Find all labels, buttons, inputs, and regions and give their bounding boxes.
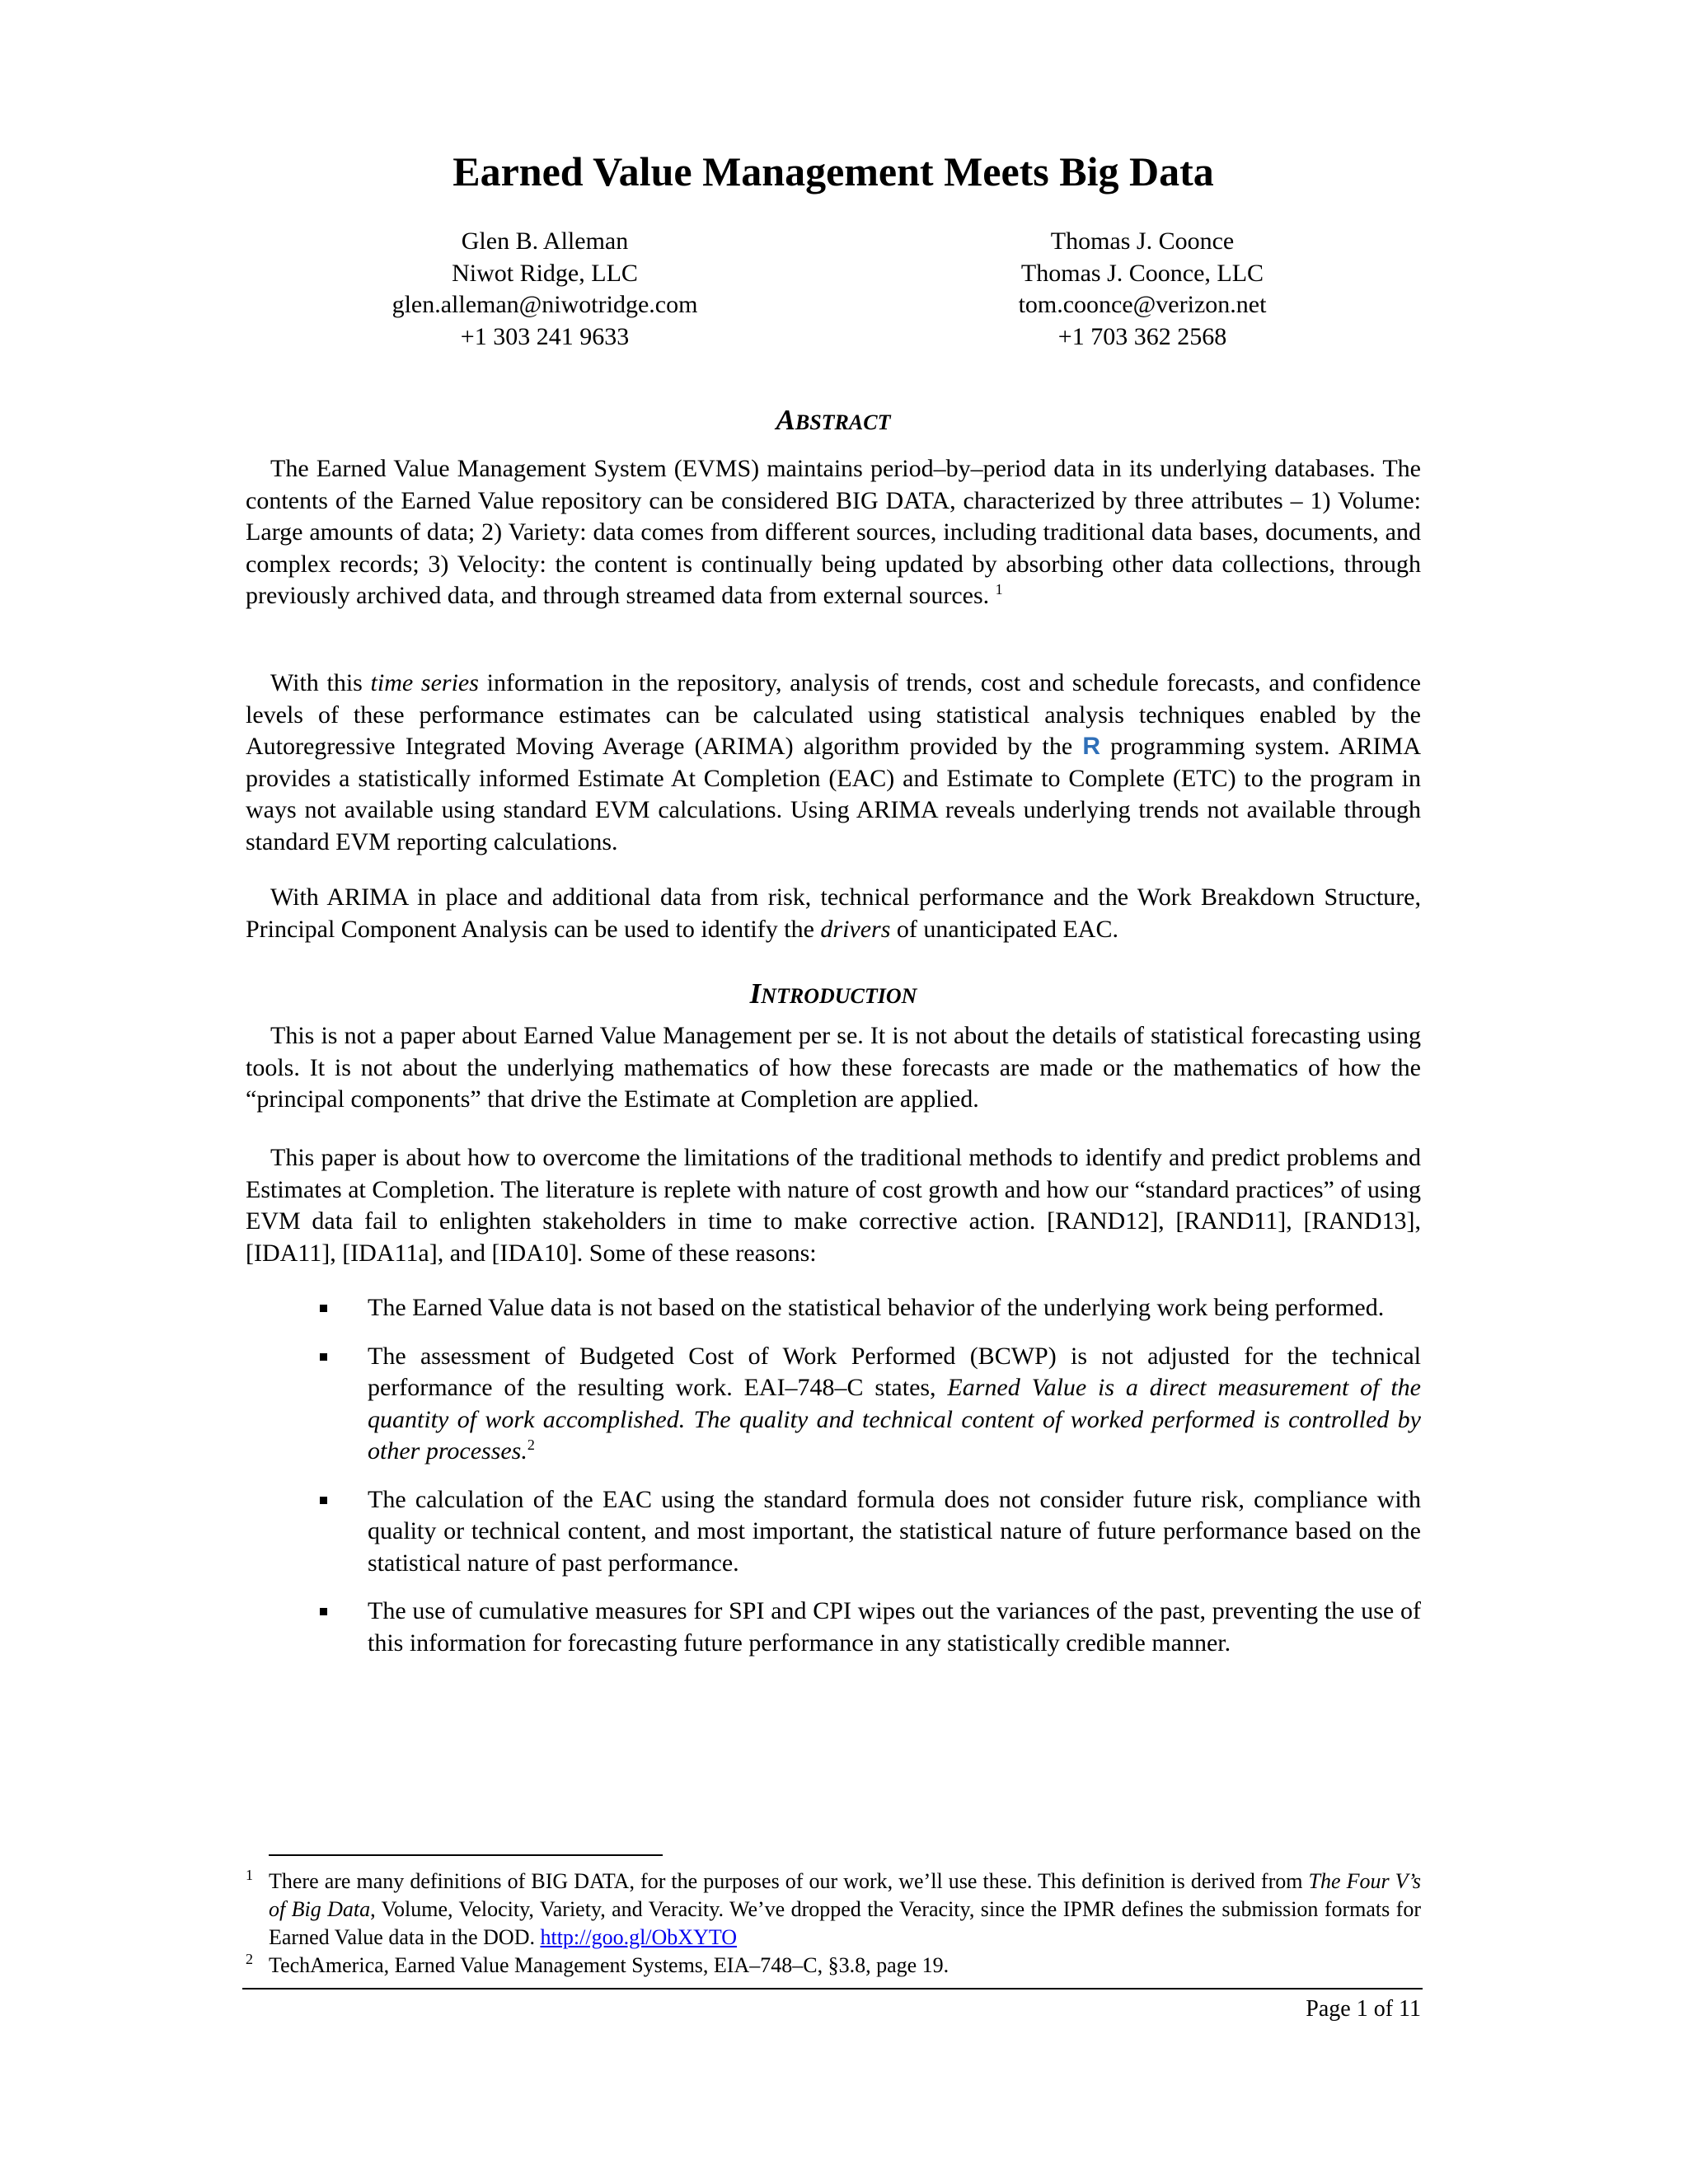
paragraph-text: With this (270, 669, 371, 696)
paragraph-text: The Earned Value Management System (EVMS) maintains period–by–period data in its underlying databases. The contents of the Earned Value repository can be considered BIG DATA, characterized by three attributes – 1) Volume: Large amounts of data; 2) Variety: data comes from different sources, including traditional data bases, documents, and complex records; 3) Velocity: the content is continually being updated by absorbing other data collections, through previously archived data, and through streamed data from external sources. (246, 455, 1421, 609)
square-bullet-icon (320, 1608, 327, 1615)
introduction-paragraph-1: This is not a paper about Earned Value Management per se. It is not about the details of statistical forecasting using tools. It is not about the underlying mathematics of how these forecasts are made or the mathematics of how the “principal components” that drive the Estimate at Completion are applied. (246, 1022, 1421, 1113)
footnote-2 (246, 1952, 1421, 1980)
square-bullet-icon (320, 1353, 327, 1361)
list-item-text: The calculation of the EAC using the standard formula does not consider future risk, compliance with quality or technical content, and most important, the statistical nature of future performance based on the statistical nature of past performance. (368, 1485, 1421, 1577)
abstract-heading (246, 404, 1421, 439)
abstract-paragraph-2 (246, 668, 1421, 858)
list-item (320, 1341, 1421, 1468)
paper-title: Earned Value Management Meets Big Data (452, 148, 1214, 194)
list-item (320, 1292, 1421, 1324)
emphasis-text: Earned Value is a direct measurement of the quantity of work accomplished. The quality and technical content of worked performed is controlled by other processes. (368, 1374, 1421, 1465)
footnote-text: There are many definitions of BIG DATA, for the purposes of our work, we’ll use these. This definition is derived from (269, 1869, 1309, 1893)
paragraph-text: With ARIMA in place and additional data from risk, technical performance and the Work Breakdown Structure, Principal Component Analysis can be used to identify the (246, 883, 1421, 943)
author-affiliation: Niwot Ridge, LLC (452, 259, 638, 287)
footnote-ref: 2 (527, 1436, 535, 1453)
abstract-paragraph-1 (246, 453, 1421, 612)
list-item (320, 1484, 1421, 1580)
list-item-text: The Earned Value data is not based on the statistical behavior of the underlying work being performed. (368, 1294, 1385, 1321)
square-bullet-icon (320, 1305, 327, 1312)
author-email: glen.alleman@niwotridge.com (392, 291, 698, 318)
introduction-heading (246, 977, 1421, 1013)
heading-initial: A (776, 404, 795, 436)
list-item-text: The use of cumulative measures for SPI and CPI wipes out the variances of the past, preventing the use of this information for forecasting future performance in any statistically credible manner. (368, 1597, 1421, 1657)
emphasis-text: drivers (820, 915, 891, 943)
footnote-ref: 1 (995, 581, 1003, 598)
list-item-text: The assessment of Budgeted Cost of Work Performed (BCWP) is not adjusted for the technical performance of the resulting work. EAI–748–C states, (368, 1342, 1421, 1401)
author-phone: +1 703 362 2568 (1057, 322, 1227, 350)
heading-initial: I (749, 977, 762, 1010)
author-block-2 (895, 226, 1390, 353)
footnotes (246, 1868, 1421, 1980)
introduction-paragraph-2: This paper is about how to overcome the limitations of the traditional methods to identify and predict problems and Estimates at Completion. The literature is replete with nature of cost growth and how our “standard practices” of using EVM data fail to enlighten stakeholders in time to make corrective action. [RAND12], [RAND11], [RAND13], [IDA11], [IDA11a], and [IDA10]. Some of these reasons: (246, 1144, 1421, 1267)
author-phone: +1 303 241 9633 (460, 322, 630, 350)
author-affiliation: Thomas J. Coonce, LLC (1020, 259, 1264, 287)
document-page (246, 0, 1421, 2184)
r-logo-icon: R (1082, 733, 1101, 760)
footnote-divider (269, 1854, 663, 1856)
emphasis-text: The Four V’s of Big Data (269, 1869, 1421, 1921)
heading-rest: BSTRACT (795, 410, 891, 434)
paragraph-text: information in the repository, analysis of trends, cost and schedule forecasts, and confidence levels of these performance estimates can be calculated using statistical analysis techniques enabled by the Autoregressive Integrated Moving Average (ARIMA) algorithm provided by the (246, 669, 1421, 760)
footnote-link[interactable]: http://goo.gl/ObXYTO (540, 1925, 738, 1949)
abstract-paragraph-3 (246, 882, 1421, 945)
footer-divider (242, 1988, 1423, 1990)
footnote-text: TechAmerica, Earned Value Management Systems, EIA–748–C, §3.8, page 19. (269, 1953, 950, 1977)
paragraph-text: of unanticipated EAC. (890, 915, 1118, 943)
list-item (320, 1596, 1421, 1659)
emphasis-text: time series (370, 669, 479, 696)
paragraph-text: programming system. ARIMA provides a statistically informed Estimate At Completion (EAC) and Estimate to Complete (ETC) to the program in ways not available using standard EVM calculations. Using ARIMA reveals underlying trends not available through standard EVM reporting calculations. (246, 733, 1421, 855)
square-bullet-icon (320, 1497, 327, 1504)
author-name: Glen B. Alleman (461, 227, 629, 255)
footnote-1 (246, 1868, 1421, 1952)
heading-rest: NTRODUCTION (761, 984, 917, 1008)
footnote-text: , Volume, Velocity, Variety, and Veracity. We’ve dropped the Veracity, since the IPMR defines the submission formats for Earned Value data in the DOD. (269, 1897, 1421, 1949)
reasons-list (320, 1292, 1421, 1675)
author-block-1 (298, 226, 792, 353)
footnote-number: 1 (246, 1867, 253, 1883)
author-name: Thomas J. Coonce (1050, 227, 1235, 255)
footnote-number: 2 (246, 1951, 253, 1967)
author-email: tom.coonce@verizon.net (1018, 291, 1267, 318)
page-number: Page 1 of 11 (1306, 1996, 1421, 2022)
